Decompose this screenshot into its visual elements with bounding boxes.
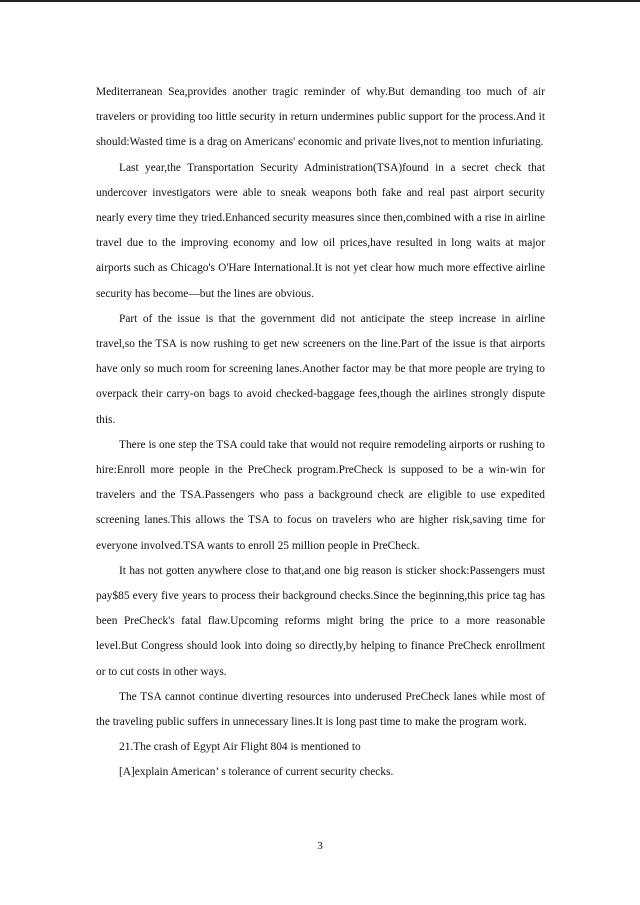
paragraph-conclusion: The TSA cannot continue diverting resources into underused PreCheck lanes while most of the traveling public suffers in unnecessary lines.It is long past time to make the program work.	[96, 690, 545, 729]
page-number: 3	[317, 840, 323, 852]
answer-option-a: [A]explain American’ s tolerance of current security checks.	[119, 766, 394, 779]
paragraph-precheck-program: There is one step the TSA could take that would not require remodeling airports or rushing to hire:Enroll more people in the PreCheck program.PreCheck is supposed to be a win-win for travelers and the TSA.Passengers who pass a background check are eligible to use expedited screening lanes.This allows the TSA to focus on travelers who are higher risk,saving time for everyone involved.TSA wants to enroll 25 million people in PreCheck.	[96, 438, 545, 552]
paragraph-sticker-shock: It has not gotten anywhere close to that,and one big reason is sticker shock:Passengers must pay$85 every five years to process their background checks.Since the beginning,this price tag has been PreCheck's fatal flaw.Upcoming reforms might bring the price to a more reasonable level.But Congress should look into doing so directly,by helping to finance PreCheck enrollment or to cut costs in other ways.	[96, 564, 545, 678]
question-21: 21.The crash of Egypt Air Flight 804 is mentioned to	[119, 741, 361, 754]
top-border-rule	[0, 0, 640, 2]
page-body	[96, 80, 545, 786]
paragraph-airline-travel-increase: Part of the issue is that the government did not anticipate the steep increase in airline travel,so the TSA is now rushing to get new screeners on the line.Part of the issue is that airports have only so much room for screening lanes.Another factor may be that more people are trying to overpack their carry-on bags to avoid checked-baggage fees,though the airlines strongly dispute this.	[96, 312, 545, 426]
paragraph-continuation: Mediterranean Sea,provides another tragic reminder of why.But demanding too much of air travelers or providing too little security in return undermines public support for the process.And it should:Wasted time is a drag on Americans' economic and private lives,not to mention infuriating.	[96, 86, 545, 149]
paragraph-tsa-secret-check: Last year,the Transportation Security Administration(TSA)found in a secret check that undercover investigators were able to sneak weapons both fake and real past airport security nearly every time they tried.Enhanced security measures since then,combined with a rise in airline travel due to the improving economy and low oil prices,have resulted in long waits at major airports such as Chicago's O'Hare International.It is not yet clear how much more effective airline security has become—but the lines are obvious.	[96, 161, 545, 300]
